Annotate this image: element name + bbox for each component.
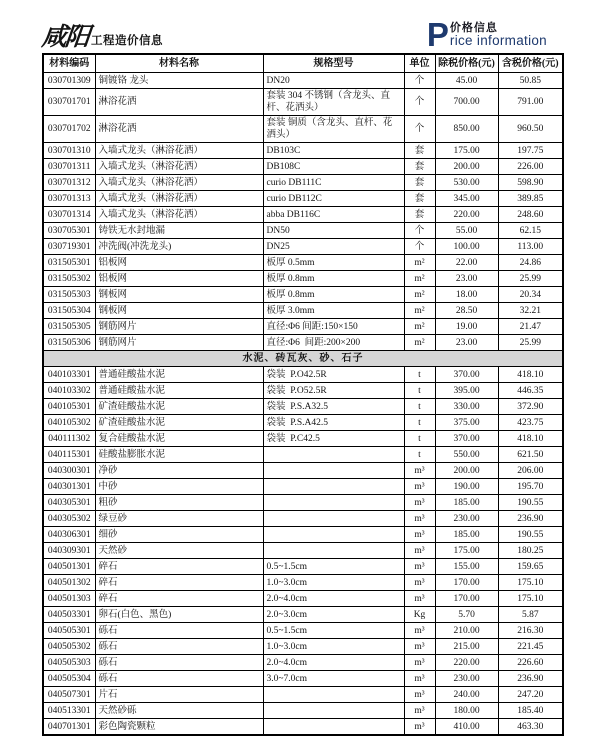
cell-material-name: 淋浴花洒 [95,89,263,116]
page-header [40,13,563,53]
cell-spec-model [263,687,404,703]
cell-material-code: 040505301 [43,623,95,639]
cell-material-name: 入墙式龙头（淋浴花洒） [95,207,263,223]
cell-unit: 套 [404,159,435,175]
cell-material-name: 中砂 [95,479,263,495]
cell-price-incl-tax: 372.90 [498,399,563,415]
cell-material-code: 040301301 [43,479,95,495]
table-row [43,303,563,319]
cell-unit: m² [404,319,435,335]
table-row [43,73,563,89]
cell-price-incl-tax: 216.30 [498,623,563,639]
cell-price-incl-tax: 226.00 [498,159,563,175]
table-row [43,671,563,687]
section-row [43,351,563,367]
cell-price-excl-tax: 530.00 [435,175,498,191]
cell-spec-model: 1.0~3.0cm [263,639,404,655]
cell-spec-model: 套装 304 不锈钢（含龙头、直杆、花洒头） [263,89,404,116]
cell-unit: 套 [404,175,435,191]
cell-price-incl-tax: 236.90 [498,511,563,527]
cell-material-name: 钢板网 [95,303,263,319]
cell-spec-model: 2.0~3.0cm [263,607,404,623]
cell-material-name: 普通硅酸盐水泥 [95,383,263,399]
cell-material-name: 矿渣硅酸盐水泥 [95,415,263,431]
cell-price-excl-tax: 220.00 [435,655,498,671]
cell-spec-model: curio DB112C [263,191,404,207]
cell-price-excl-tax: 230.00 [435,671,498,687]
cell-unit: m³ [404,639,435,655]
cell-unit: 个 [404,223,435,239]
cell-spec-model: DB108C [263,159,404,175]
cell-material-name: 冲洗阀(冲洗龙头) [95,239,263,255]
brand-text-stack [450,22,547,48]
cell-material-code: 040505303 [43,655,95,671]
table-row [43,639,563,655]
table-row [43,159,563,175]
table-row [43,271,563,287]
cell-material-code: 030701311 [43,159,95,175]
cell-material-code: 040501302 [43,575,95,591]
cell-price-excl-tax: 850.00 [435,116,498,143]
cell-material-code: 040105302 [43,415,95,431]
cell-material-code: 040111302 [43,431,95,447]
cell-material-name: 净砂 [95,463,263,479]
table-row [43,255,563,271]
cell-material-name: 碎石 [95,591,263,607]
cell-spec-model [263,447,404,463]
cell-price-incl-tax: 5.87 [498,607,563,623]
cell-unit: 个 [404,73,435,89]
cell-unit: 个 [404,116,435,143]
cell-unit: m² [404,335,435,351]
cell-unit: m³ [404,703,435,719]
cell-price-incl-tax: 423.75 [498,415,563,431]
cell-price-incl-tax: 25.99 [498,271,563,287]
cell-spec-model: abba DB116C [263,207,404,223]
cell-material-code: 031505301 [43,255,95,271]
cell-material-code: 030719301 [43,239,95,255]
cell-spec-model [263,511,404,527]
cell-material-code: 040305301 [43,495,95,511]
table-row [43,591,563,607]
table-row [43,511,563,527]
cell-unit: m³ [404,591,435,607]
cell-material-code: 040306301 [43,527,95,543]
cell-price-incl-tax: 62.15 [498,223,563,239]
cell-price-excl-tax: 23.00 [435,335,498,351]
table-row [43,116,563,143]
cell-spec-model [263,543,404,559]
cell-spec-model: 套装 铜质（含龙头、直杆、花洒头） [263,116,404,143]
cell-price-excl-tax: 330.00 [435,399,498,415]
table-row [43,383,563,399]
cell-material-code: 040507301 [43,687,95,703]
cell-unit: 个 [404,89,435,116]
cell-unit: t [404,447,435,463]
col-header-material-code: 材料编码 [43,54,95,73]
cell-unit: t [404,431,435,447]
cell-material-name: 片石 [95,687,263,703]
cell-spec-model [263,479,404,495]
cell-price-incl-tax: 20.34 [498,287,563,303]
cell-spec-model: 板厚 0.5mm [263,255,404,271]
brand-english-label: rice information [449,33,547,48]
table-row [43,479,563,495]
cell-spec-model: 袋装 P.S.A32.5 [263,399,404,415]
cell-price-excl-tax: 22.00 [435,255,498,271]
cell-price-incl-tax: 24.86 [498,255,563,271]
cell-price-incl-tax: 50.85 [498,73,563,89]
cell-unit: m³ [404,719,435,736]
cell-material-code: 030701314 [43,207,95,223]
table-row [43,463,563,479]
cell-price-incl-tax: 621.50 [498,447,563,463]
table-row [43,623,563,639]
cell-unit: m³ [404,623,435,639]
cell-material-code: 030701313 [43,191,95,207]
cell-price-incl-tax: 389.85 [498,191,563,207]
cell-price-excl-tax: 155.00 [435,559,498,575]
cell-spec-model: 直径:Φ6 间距:200×200 [263,335,404,351]
table-row [43,335,563,351]
cell-material-code: 031505306 [43,335,95,351]
cell-material-code: 040103302 [43,383,95,399]
cell-unit: m³ [404,527,435,543]
publication-logo [40,22,164,51]
cell-spec-model: 板厚 0.8mm [263,287,404,303]
cell-unit: m³ [404,655,435,671]
cell-spec-model: 袋装 P.S.A42.5 [263,415,404,431]
table-row [43,687,563,703]
cell-unit: m³ [404,575,435,591]
cell-price-excl-tax: 215.00 [435,639,498,655]
cell-spec-model: 0.5~1.5cm [263,559,404,575]
cell-unit: t [404,399,435,415]
table-row [43,703,563,719]
cell-material-code: 040501303 [43,591,95,607]
cell-spec-model: 2.0~4.0cm [263,591,404,607]
cell-spec-model: 板厚 3.0mm [263,303,404,319]
cell-spec-model [263,527,404,543]
cell-spec-model [263,719,404,736]
cell-material-name: 卵石(白色、黑色) [95,607,263,623]
cell-spec-model: 2.0~4.0cm [263,655,404,671]
cell-price-incl-tax: 960.50 [498,116,563,143]
cell-unit: m² [404,287,435,303]
cell-material-name: 入墙式龙头（淋浴花洒） [95,159,263,175]
cell-spec-model: 直径:Φ6 间距:150×150 [263,319,404,335]
cell-material-name: 砾石 [95,639,263,655]
cell-spec-model: 袋装 P.O52.5R [263,383,404,399]
cell-material-name: 细砂 [95,527,263,543]
cell-material-name: 硅酸盐膨胀水泥 [95,447,263,463]
table-row [43,447,563,463]
cell-unit: m³ [404,463,435,479]
col-header-unit: 单位 [404,54,435,73]
table-row [43,191,563,207]
cell-price-incl-tax: 25.99 [498,335,563,351]
cell-unit: 套 [404,143,435,159]
cell-material-code: 040103301 [43,367,95,383]
cell-price-excl-tax: 45.00 [435,73,498,89]
cell-price-incl-tax: 190.55 [498,495,563,511]
logo-xianyang-calligraphy: 咸阳 [40,22,90,51]
cell-price-excl-tax: 180.00 [435,703,498,719]
cell-spec-model [263,703,404,719]
cell-material-code: 040300301 [43,463,95,479]
brand-big-p: P [426,16,449,53]
table-row [43,367,563,383]
cell-unit: m³ [404,495,435,511]
cell-unit: m³ [404,687,435,703]
cell-material-name: 入墙式龙头（淋浴花洒） [95,143,263,159]
cell-price-incl-tax: 195.70 [498,479,563,495]
table-row [43,223,563,239]
cell-material-name: 普通硅酸盐水泥 [95,367,263,383]
table-row [43,175,563,191]
cell-material-name: 铜镀铬 龙头 [95,73,263,89]
table-row [43,287,563,303]
table-row [43,319,563,335]
cell-unit: Kg [404,607,435,623]
cell-material-name: 砾石 [95,655,263,671]
cell-material-code: 030701701 [43,89,95,116]
cell-unit: t [404,415,435,431]
cell-price-incl-tax: 791.00 [498,89,563,116]
cell-unit: m² [404,303,435,319]
cell-price-incl-tax: 247.20 [498,687,563,703]
table-row [43,543,563,559]
table-row [43,415,563,431]
cell-material-code: 040115301 [43,447,95,463]
cell-material-code: 040503301 [43,607,95,623]
cell-price-incl-tax: 418.10 [498,367,563,383]
cell-unit: 套 [404,207,435,223]
cell-material-code: 031505305 [43,319,95,335]
cell-spec-model: DB103C [263,143,404,159]
cell-price-excl-tax: 190.00 [435,479,498,495]
cell-price-incl-tax: 598.90 [498,175,563,191]
cell-price-excl-tax: 18.00 [435,287,498,303]
cell-material-name: 复合硅酸盐水泥 [95,431,263,447]
cell-price-incl-tax: 446.35 [498,383,563,399]
cell-price-incl-tax: 206.00 [498,463,563,479]
cell-spec-model: 袋装 P.C42.5 [263,431,404,447]
cell-material-code: 040105301 [43,399,95,415]
cell-material-code: 040701301 [43,719,95,736]
cell-material-name: 砾石 [95,671,263,687]
cell-material-code: 030701312 [43,175,95,191]
cell-price-excl-tax: 100.00 [435,239,498,255]
cell-price-excl-tax: 410.00 [435,719,498,736]
cell-price-incl-tax: 226.60 [498,655,563,671]
cell-spec-model: DN20 [263,73,404,89]
cell-unit: m³ [404,671,435,687]
cell-material-name: 碎石 [95,575,263,591]
cell-material-name: 钢板网 [95,287,263,303]
cell-price-excl-tax: 370.00 [435,431,498,447]
table-row [43,399,563,415]
cell-material-code: 031505304 [43,303,95,319]
cell-price-incl-tax: 21.47 [498,319,563,335]
table-row [43,719,563,736]
table-row [43,143,563,159]
cell-unit: 个 [404,239,435,255]
cell-price-excl-tax: 175.00 [435,543,498,559]
cell-price-excl-tax: 185.00 [435,527,498,543]
col-header-material-name: 材料名称 [95,54,263,73]
table-row [43,607,563,623]
cell-spec-model [263,463,404,479]
cell-material-name: 铝板网 [95,271,263,287]
table-row [43,575,563,591]
table-header-row [43,54,563,73]
cell-price-incl-tax: 175.10 [498,591,563,607]
col-header-price-excl-tax: 除税价格(元) [435,54,498,73]
cell-unit: m³ [404,543,435,559]
brand-chinese-label: 价格信息 [449,22,498,34]
cell-material-code: 040505304 [43,671,95,687]
price-table [42,53,564,736]
cell-price-excl-tax: 550.00 [435,447,498,463]
cell-material-name: 淋浴花洒 [95,116,263,143]
cell-price-excl-tax: 220.00 [435,207,498,223]
table-row [43,207,563,223]
cell-price-incl-tax: 463.30 [498,719,563,736]
cell-material-name: 钢筋网片 [95,335,263,351]
cell-material-name: 矿渣硅酸盐水泥 [95,399,263,415]
cell-price-excl-tax: 19.00 [435,319,498,335]
cell-price-excl-tax: 170.00 [435,591,498,607]
cell-unit: t [404,367,435,383]
cell-material-name: 绿豆砂 [95,511,263,527]
cell-unit: m² [404,271,435,287]
table-row [43,431,563,447]
cell-price-excl-tax: 28.50 [435,303,498,319]
logo-subtitle: 工程造价信息 [91,35,164,47]
cell-price-incl-tax: 190.55 [498,527,563,543]
cell-material-name: 天然砂 [95,543,263,559]
cell-unit: t [404,383,435,399]
cell-material-name: 砾石 [95,623,263,639]
col-header-spec-model: 规格型号 [263,54,404,73]
price-information-brand [426,16,547,53]
table-row [43,239,563,255]
cell-price-incl-tax: 159.65 [498,559,563,575]
cell-material-code: 030701309 [43,73,95,89]
cell-price-incl-tax: 175.10 [498,575,563,591]
cell-price-excl-tax: 5.70 [435,607,498,623]
cell-unit: m³ [404,559,435,575]
cell-price-incl-tax: 248.60 [498,207,563,223]
cell-price-excl-tax: 170.00 [435,575,498,591]
cell-spec-model: 0.5~1.5cm [263,623,404,639]
cell-price-excl-tax: 395.00 [435,383,498,399]
cell-material-name: 铸铁无水封地漏 [95,223,263,239]
cell-price-incl-tax: 32.21 [498,303,563,319]
cell-material-code: 040309301 [43,543,95,559]
cell-price-excl-tax: 175.00 [435,143,498,159]
cell-material-name: 碎石 [95,559,263,575]
cell-price-excl-tax: 200.00 [435,463,498,479]
cell-spec-model: 3.0~7.0cm [263,671,404,687]
cell-price-excl-tax: 240.00 [435,687,498,703]
cell-spec-model: 板厚 0.8mm [263,271,404,287]
section-title: 水泥、砖瓦灰、砂、石子 [43,351,563,367]
cell-spec-model: curio DB111C [263,175,404,191]
cell-price-excl-tax: 375.00 [435,415,498,431]
cell-spec-model [263,495,404,511]
cell-price-excl-tax: 230.00 [435,511,498,527]
cell-price-incl-tax: 418.10 [498,431,563,447]
cell-spec-model: DN25 [263,239,404,255]
cell-unit: m² [404,255,435,271]
cell-price-excl-tax: 345.00 [435,191,498,207]
cell-material-name: 天然砂砾 [95,703,263,719]
cell-material-name: 钢筋网片 [95,319,263,335]
cell-material-code: 030701310 [43,143,95,159]
cell-material-code: 031505302 [43,271,95,287]
cell-price-incl-tax: 236.90 [498,671,563,687]
table-row [43,655,563,671]
col-header-price-incl-tax: 含税价格(元) [498,54,563,73]
cell-price-excl-tax: 370.00 [435,367,498,383]
cell-price-incl-tax: 221.45 [498,639,563,655]
cell-material-name: 彩色陶瓷颗粒 [95,719,263,736]
table-row [43,89,563,116]
cell-unit: 套 [404,191,435,207]
cell-material-code: 030705301 [43,223,95,239]
cell-price-incl-tax: 185.40 [498,703,563,719]
cell-material-code: 040505302 [43,639,95,655]
cell-material-code: 040305302 [43,511,95,527]
cell-price-excl-tax: 210.00 [435,623,498,639]
cell-spec-model: 1.0~3.0cm [263,575,404,591]
cell-price-incl-tax: 113.00 [498,239,563,255]
cell-price-excl-tax: 200.00 [435,159,498,175]
cell-price-excl-tax: 55.00 [435,223,498,239]
cell-price-excl-tax: 23.00 [435,271,498,287]
table-row [43,495,563,511]
table-row [43,559,563,575]
cell-unit: m³ [404,511,435,527]
cell-material-code: 031505303 [43,287,95,303]
cell-material-code: 030701702 [43,116,95,143]
cell-price-incl-tax: 180.25 [498,543,563,559]
cell-material-name: 铝板网 [95,255,263,271]
table-row [43,527,563,543]
cell-material-name: 粗砂 [95,495,263,511]
cell-price-incl-tax: 197.75 [498,143,563,159]
table-body [43,73,563,736]
cell-price-excl-tax: 185.00 [435,495,498,511]
cell-spec-model: 袋装 P.O42.5R [263,367,404,383]
cell-price-excl-tax: 700.00 [435,89,498,116]
cell-material-name: 入墙式龙头（淋浴花洒） [95,191,263,207]
cell-material-name: 入墙式龙头（淋浴花洒） [95,175,263,191]
cell-material-code: 040513301 [43,703,95,719]
cell-material-code: 040501301 [43,559,95,575]
cell-spec-model: DN50 [263,223,404,239]
cell-unit: m³ [404,479,435,495]
